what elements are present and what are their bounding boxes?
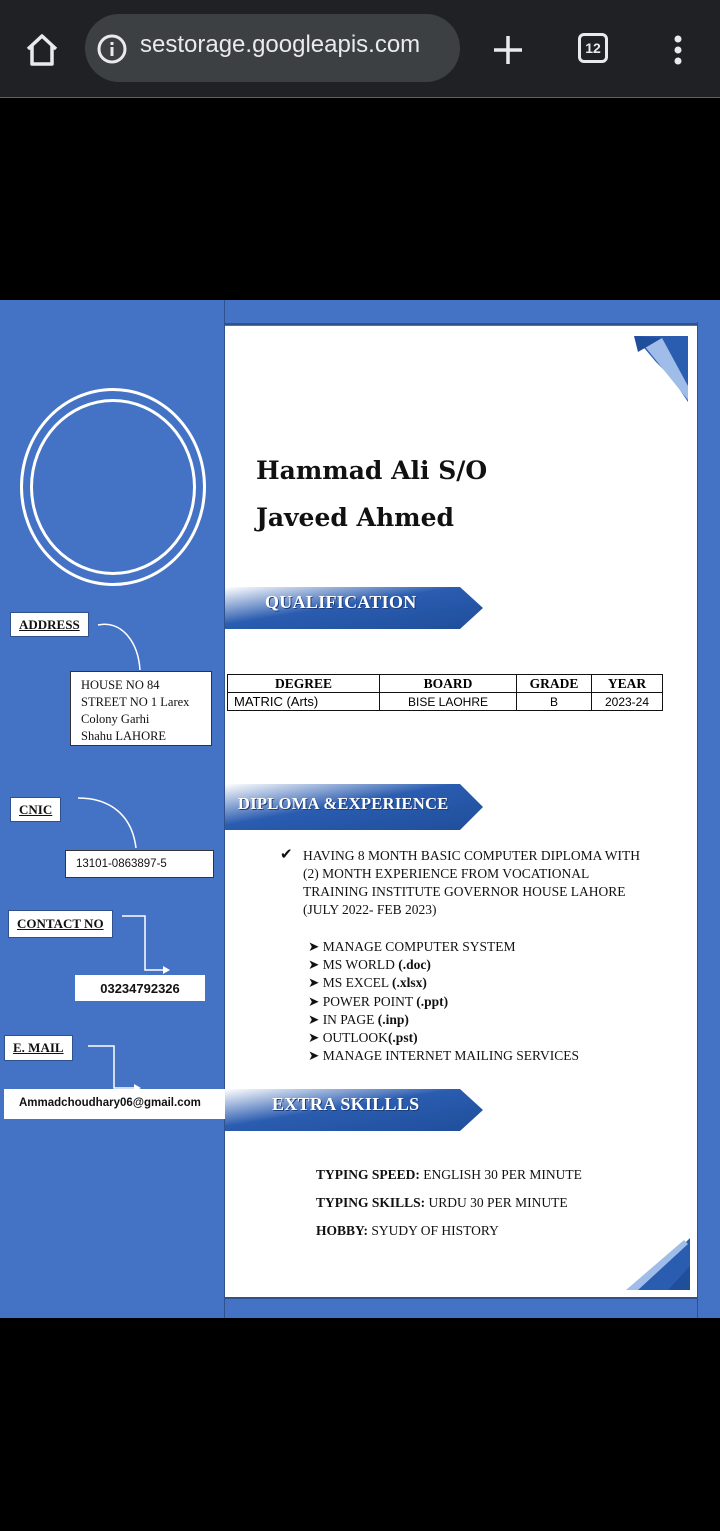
table-header-cell: YEAR xyxy=(592,675,663,693)
arrow-bullet-icon: ➤ xyxy=(308,939,323,954)
table-cell: B xyxy=(517,693,592,711)
extra-skills-list xyxy=(316,1161,582,1245)
table-row xyxy=(228,693,663,711)
sheet-top-border xyxy=(225,323,719,325)
address-box xyxy=(70,671,212,746)
arrow-bullet-icon: ➤ xyxy=(308,1030,323,1046)
toolbar-divider xyxy=(0,97,720,98)
contact-value: 03234792326 xyxy=(75,975,205,1001)
list-item: ➤ POWER POINT (.ppt) xyxy=(308,993,449,1009)
list-item: ➤ IN PAGE (.inp) xyxy=(308,1011,409,1027)
checkmark-icon: ✔ xyxy=(280,847,293,863)
diploma-line: (2) MONTH EXPERIENCE FROM VOCATIONAL xyxy=(303,866,590,881)
sheet-right-border xyxy=(697,322,720,1318)
address-label: ADDRESS xyxy=(10,612,89,637)
address-line: Shahu LAHORE xyxy=(81,729,167,743)
info-icon[interactable] xyxy=(96,33,128,65)
cnic-label: CNIC xyxy=(10,797,61,822)
plus-icon[interactable] xyxy=(488,30,528,70)
corner-decoration-bottom xyxy=(624,1236,692,1292)
table-cell: MATRIC (Arts) xyxy=(228,693,380,711)
arrow-bullet-icon: ➤ xyxy=(308,1011,323,1027)
cnic-value: 13101-0863897-5 xyxy=(65,850,214,878)
arrow-bullet-icon: ➤ xyxy=(308,1048,323,1064)
url-text[interactable]: sestorage.googleapis.com xyxy=(140,31,421,58)
list-item: ➤ MANAGE COMPUTER SYSTEM xyxy=(308,939,516,954)
email-value: Ammadchoudhary06@gmail.com xyxy=(4,1089,225,1119)
list-item: ➤ MS EXCEL (.xlsx) xyxy=(308,975,427,991)
tab-count-button[interactable]: 12 xyxy=(578,33,608,63)
skills-header: EXTRA SKILLLS xyxy=(272,1094,420,1114)
address-line: HOUSE NO 84 xyxy=(81,678,160,692)
contact-label: CONTACT NO xyxy=(8,910,113,938)
table-header-cell: GRADE xyxy=(517,675,592,693)
table-header-cell: BOARD xyxy=(380,675,517,693)
list-item: ➤ MS WORLD (.doc) xyxy=(308,957,431,973)
list-item: ➤ OUTLOOK(.pst) xyxy=(308,1030,418,1046)
name-line-2: Javeed Ahmed xyxy=(256,503,454,532)
list-item: TYPING SPEED: ENGLISH 30 PER MINUTE xyxy=(316,1167,582,1182)
list-item: HOBBY: SYUDY OF HISTORY xyxy=(316,1223,499,1238)
qualification-header: QUALIFICATION xyxy=(265,592,417,612)
table-header-row xyxy=(228,675,663,693)
qualification-table xyxy=(227,674,663,711)
diploma-line: TRAINING INSTITUTE GOVERNOR HOUSE LAHORE xyxy=(303,884,626,899)
table-header-cell: DEGREE xyxy=(228,675,380,693)
list-item: TYPING SKILLS: URDU 30 PER MINUTE xyxy=(316,1195,568,1210)
diploma-line: (JULY 2022- FEB 2023) xyxy=(303,902,437,917)
table-cell: BISE LAOHRE xyxy=(380,693,517,711)
arrow-bullet-icon: ➤ xyxy=(308,957,323,973)
address-line: STREET NO 1 Larex xyxy=(81,695,190,709)
email-label: E. MAIL xyxy=(4,1035,73,1061)
diploma-description xyxy=(303,847,640,919)
home-icon[interactable] xyxy=(22,30,62,70)
sheet-bottom-border xyxy=(225,1297,697,1299)
name-line-1: Hammad Ali S/O xyxy=(256,456,488,485)
arrow-bullet-icon: ➤ xyxy=(308,975,323,991)
diploma-header: DIPLOMA &EXPERIENCE xyxy=(238,794,449,813)
more-vert-icon[interactable] xyxy=(668,34,688,66)
list-item: ➤ MANAGE INTERNET MAILING SERVICES xyxy=(308,1048,579,1064)
corner-decoration-top xyxy=(632,334,690,404)
skills-list xyxy=(308,938,579,1065)
address-line: Colony Garhi xyxy=(81,712,150,726)
photo-frame-inner xyxy=(30,399,196,575)
diploma-line: HAVING 8 MONTH BASIC COMPUTER DIPLOMA WITH xyxy=(303,848,641,863)
table-cell: 2023-24 xyxy=(592,693,663,711)
arrow-bullet-icon: ➤ xyxy=(308,993,323,1009)
